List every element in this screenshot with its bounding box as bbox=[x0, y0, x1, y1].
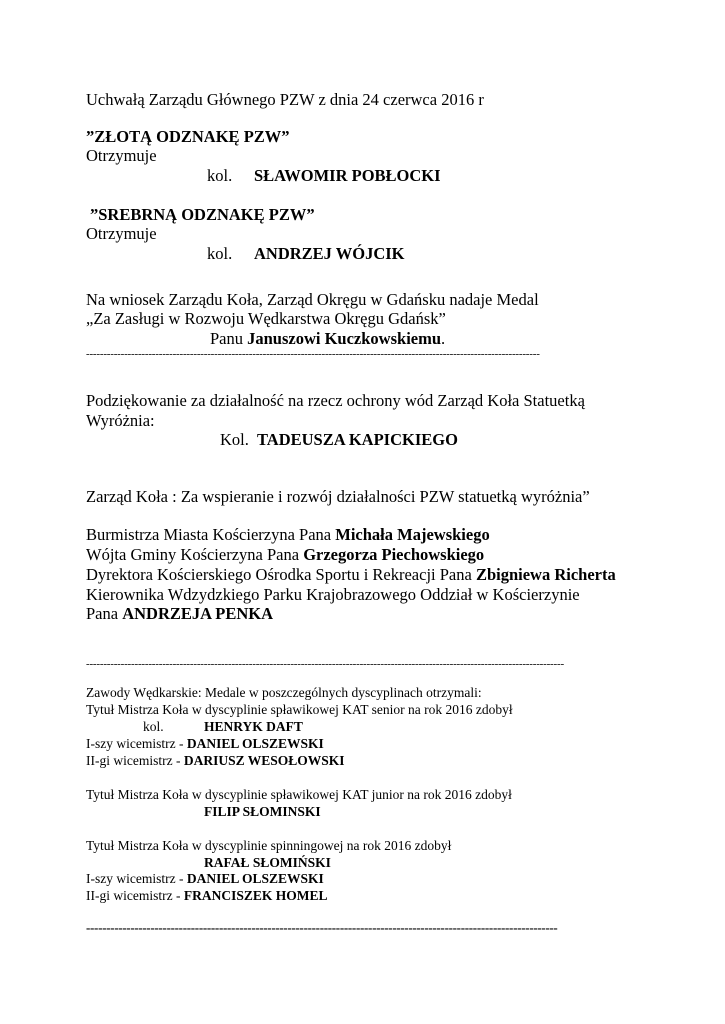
board-intro: Zarząd Koła : Za wspieranie i rozwój działalności PZW statuetką wyróżnia” bbox=[86, 487, 590, 506]
thanks-prefix: Kol. bbox=[220, 430, 249, 449]
thanks-recipient-name: TADEUSZA KAPICKIEGO bbox=[257, 430, 458, 449]
gold-recipient-name: SŁAWOMIR POBŁOCKI bbox=[254, 166, 441, 185]
board-recipient-3-name: Zbigniewa Richerta bbox=[475, 565, 616, 584]
thanks-line-1: Podziękowanie za działalność na rzecz ochrony wód Zarząd Koła Statuetką bbox=[86, 391, 585, 410]
senior-prefix: kol. bbox=[143, 719, 164, 734]
junior-winner: FILIP SŁOMINSKI bbox=[204, 804, 321, 819]
gold-prefix: kol. bbox=[207, 166, 233, 185]
board-recipient-4-role: Kierownika Wdzydzkiego Parku Krajobrazowego Oddział w Kościerzynie bbox=[86, 585, 580, 604]
silver-receives-label: Otrzymuje bbox=[86, 224, 157, 243]
junior-title: Tytuł Mistrza Koła w dyscyplinie spławikowej KAT junior na rok 2016 zdobył bbox=[86, 787, 512, 802]
board-recipient-2 bbox=[86, 547, 484, 564]
spinning-first-name: DANIEL OLSZEWSKI bbox=[186, 871, 324, 886]
silver-prefix: kol. bbox=[207, 244, 233, 263]
senior-first-label: I-szy wicemistrz - bbox=[86, 736, 187, 751]
gold-receives-label: Otrzymuje bbox=[86, 146, 157, 165]
board-recipient-2-name: Grzegorza Piechowskiego bbox=[303, 545, 485, 564]
senior-second-name: DARIUSZ WESOŁOWSKI bbox=[183, 753, 345, 768]
senior-second-label: II-gi wicemistrz - bbox=[86, 753, 184, 768]
separator-3: --------------------------------------------------------------------------------------------------------------------- bbox=[86, 921, 558, 934]
senior-title: Tytuł Mistrza Koła w dyscyplinie spławikowej KAT senior na rok 2016 zdobył bbox=[86, 702, 513, 717]
board-recipient-2-role: Wójta Gminy Kościerzyna Pana bbox=[86, 545, 304, 564]
senior-second-runner-up bbox=[86, 754, 345, 768]
spinning-winner: RAFAŁ SŁOMIŃSKI bbox=[204, 855, 331, 870]
senior-first-name: DANIEL OLSZEWSKI bbox=[186, 736, 324, 751]
board-recipient-3-role: Dyrektora Kościerskiego Ośrodka Sportu i Rekreacji Pana bbox=[86, 565, 476, 584]
spinning-second-name: FRANCISZEK HOMEL bbox=[183, 888, 328, 903]
medal-period: . bbox=[441, 329, 446, 348]
thanks-line-2: Wyróżnia: bbox=[86, 411, 155, 430]
silver-recipient-name: ANDRZEJ WÓJCIK bbox=[254, 244, 405, 263]
spinning-title: Tytuł Mistrza Koła w dyscyplinie spinningowej na rok 2016 zdobył bbox=[86, 838, 452, 853]
board-recipient-3 bbox=[86, 567, 616, 584]
silver-badge-title: ”SREBRNĄ ODZNAKĘ PZW” bbox=[90, 205, 315, 224]
spinning-first-runner-up bbox=[86, 872, 324, 886]
separator-2: ------------------------------------------------------------------------------------------------------------------------------------------ bbox=[86, 659, 564, 670]
gold-badge-title: ”ZŁOTĄ ODZNAKĘ PZW” bbox=[86, 127, 290, 146]
board-recipient-1-name: Michała Majewskiego bbox=[335, 525, 490, 544]
board-recipient-4-pan: Pana bbox=[86, 604, 123, 623]
spinning-first-label: I-szy wicemistrz - bbox=[86, 871, 187, 886]
senior-winner: HENRYK DAFT bbox=[204, 719, 303, 734]
board-recipient-4 bbox=[86, 606, 273, 623]
senior-first-runner-up bbox=[86, 737, 324, 751]
medal-pan: Panu bbox=[210, 329, 243, 348]
spinning-second-label: II-gi wicemistrz - bbox=[86, 888, 184, 903]
board-recipient-1-role: Burmistrza Miasta Kościerzyna Pana bbox=[86, 525, 336, 544]
spinning-second-runner-up bbox=[86, 889, 328, 903]
board-recipient-1 bbox=[86, 527, 490, 544]
medal-line-2: „Za Zasługi w Rozwoju Wędkarstwa Okręgu Gdańsk” bbox=[86, 309, 446, 328]
medal-recipient-name: Januszowi Kuczkowskiemu bbox=[247, 329, 442, 348]
board-recipient-4-name: ANDRZEJA PENKA bbox=[122, 604, 274, 623]
resolution-header: Uchwałą Zarządu Głównego PZW z dnia 24 czerwca 2016 r bbox=[86, 90, 484, 109]
medal-recipient-line bbox=[210, 331, 445, 348]
medal-line-1: Na wniosek Zarządu Koła, Zarząd Okręgu w Gdańsku nadaje Medal bbox=[86, 290, 539, 309]
separator-1: ----------------------------------------------------------------------------------------------------------------------------------- bbox=[86, 349, 540, 360]
competitions-intro: Zawody Wędkarskie: Medale w poszczególnych dyscyplinach otrzymali: bbox=[86, 685, 482, 700]
